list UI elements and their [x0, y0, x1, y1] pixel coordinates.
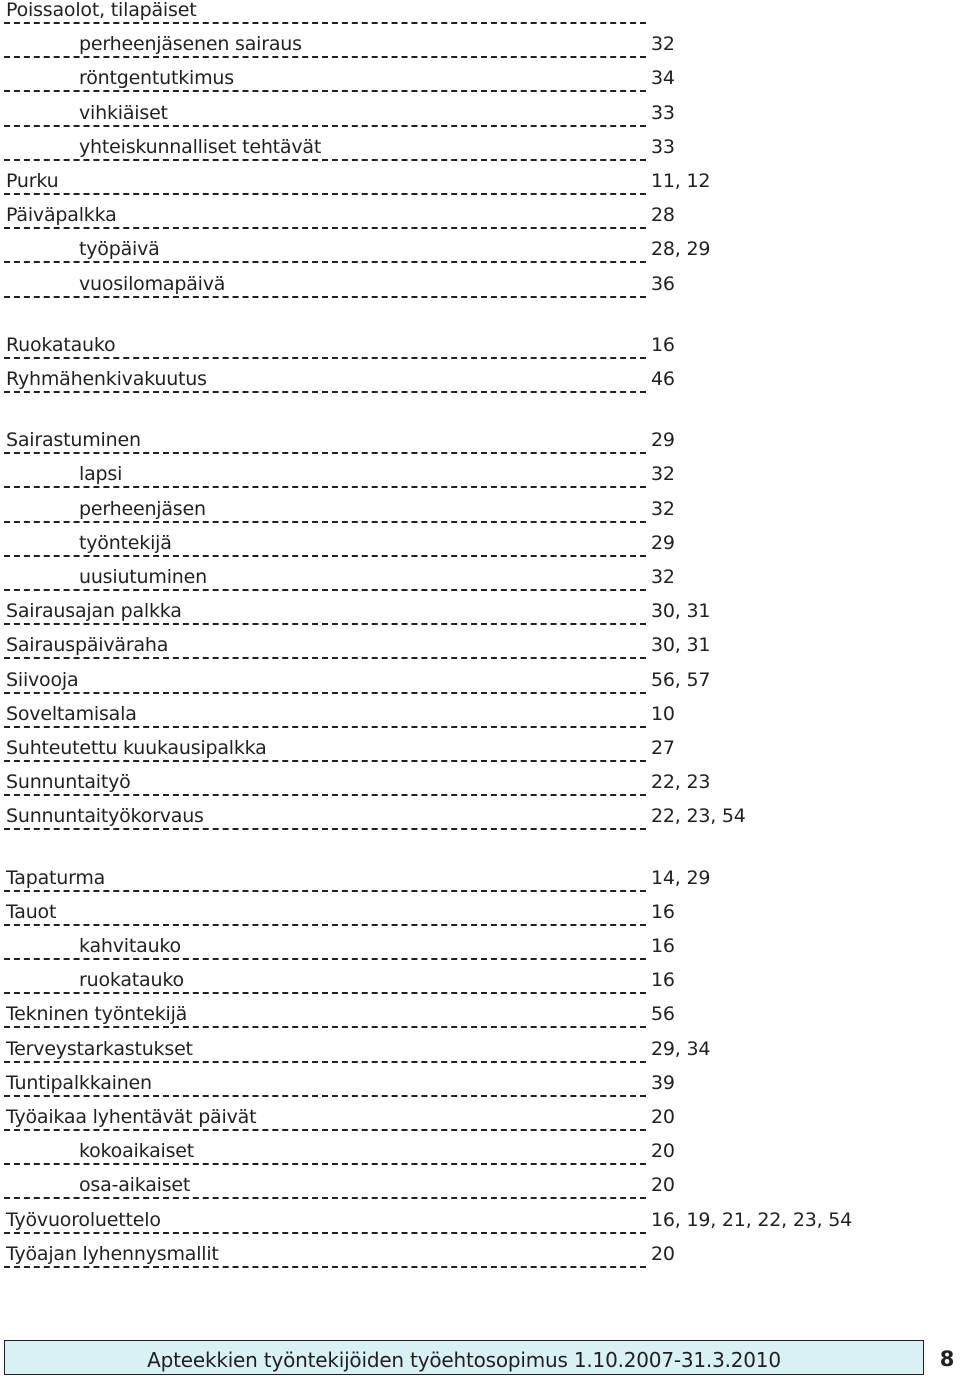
index-term: Soveltamisala [6, 702, 137, 725]
index-subterm: perheenjäsenen sairaus [79, 33, 302, 56]
index-subterm: kahvitauko [79, 935, 181, 957]
index-term: Purku [6, 170, 59, 192]
index-term: Ruokatauko [6, 333, 116, 356]
index-entry [0, 203, 960, 237]
index-subterm: yhteiskunnalliset tehtävät [79, 135, 322, 158]
index-entry [0, 1071, 960, 1105]
index-term: Tapaturma [6, 866, 106, 889]
index-subterm: uusiutuminen [79, 566, 207, 588]
index-page-numbers: 10 [651, 702, 675, 725]
dotted-leader [4, 794, 646, 796]
index-page-numbers: 32 [651, 33, 675, 56]
dotted-leader [4, 452, 646, 454]
index-page-numbers: 33 [651, 135, 675, 158]
index-term: Sunnuntaityökorvaus [6, 805, 204, 828]
dotted-leader [4, 1026, 646, 1028]
index-page-numbers: 30, 31 [651, 634, 711, 657]
index-term: Tekninen työntekijä [6, 1003, 188, 1026]
index-entry [0, 1208, 960, 1242]
index-entry [0, 1105, 960, 1139]
dotted-leader [4, 521, 646, 523]
index-entry [0, 804, 960, 838]
index-entry [0, 272, 960, 306]
index-page-numbers: 46 [651, 368, 675, 390]
index-term: Päiväpalkka [6, 204, 117, 227]
index-term: Sairauspäiväraha [6, 634, 169, 657]
dotted-leader [4, 992, 646, 994]
index-page-numbers: 11, 12 [651, 170, 711, 192]
dotted-leader [4, 760, 646, 762]
index-entry [0, 1173, 960, 1207]
index-page-numbers: 22, 23, 54 [651, 805, 746, 828]
dotted-leader [4, 227, 646, 229]
index-subterm: vihkiäiset [79, 101, 168, 124]
index-entry [0, 333, 960, 367]
index-subterm: työntekijä [79, 531, 172, 554]
index-entry [0, 497, 960, 531]
dotted-leader [4, 159, 646, 161]
index-entry [0, 934, 960, 968]
index-entry [0, 66, 960, 100]
index-page-numbers: 16 [651, 935, 675, 957]
index-subterm: osa-aikaiset [79, 1174, 191, 1197]
index-term: Tauot [6, 900, 57, 923]
index-entry [0, 736, 960, 770]
index-subterm: työpäivä [79, 238, 160, 261]
index-page-numbers: 34 [651, 67, 675, 90]
index-entry [0, 770, 960, 804]
index-term: Poissaolot, tilapäiset [6, 0, 197, 21]
dotted-leader [4, 1095, 646, 1097]
dotted-leader [4, 890, 646, 892]
dotted-leader [4, 1129, 646, 1131]
index-entry [0, 367, 960, 401]
index-page-numbers: 32 [651, 497, 675, 520]
index-page-numbers: 27 [651, 737, 675, 759]
index-page-numbers: 20 [651, 1242, 675, 1265]
index-subterm: röntgentutkimus [79, 67, 234, 90]
index-subterm: vuosilomapäivä [79, 272, 226, 295]
page-footer [0, 1336, 960, 1383]
index-page-numbers: 29, 34 [651, 1037, 711, 1060]
index-term: Sunnuntaityö [6, 771, 131, 794]
index-page-numbers: 56 [651, 1003, 675, 1026]
index-subterm: perheenjäsen [79, 497, 206, 520]
dotted-leader [4, 1163, 646, 1165]
dotted-leader [4, 692, 646, 694]
index-term: Suhteutettu kuukausipalkka [6, 737, 267, 759]
index-entry [0, 866, 960, 900]
page-number: 8 [939, 1347, 955, 1371]
index-term: Työvuoroluettelo [6, 1208, 161, 1231]
index-page-numbers: 30, 31 [651, 600, 711, 623]
dotted-leader [4, 296, 646, 298]
index-page-numbers: 39 [651, 1071, 675, 1094]
index-term: Tuntipalkkainen [6, 1071, 152, 1094]
dotted-leader [4, 958, 646, 960]
index-entry [0, 0, 960, 32]
dotted-leader [4, 90, 646, 92]
index-page-numbers: 16 [651, 900, 675, 923]
index-page-numbers: 28 [651, 204, 675, 227]
index-term: Sairastuminen [6, 429, 141, 452]
index-entry [0, 1139, 960, 1173]
index-entry [0, 599, 960, 633]
index-term: Siivooja [6, 668, 79, 691]
index-page-numbers: 56, 57 [651, 668, 711, 691]
dotted-leader [4, 1266, 646, 1268]
index-subterm: kokoaikaiset [79, 1140, 195, 1163]
dotted-leader [4, 193, 646, 195]
index-page-numbers: 16 [651, 969, 675, 992]
index-entry [0, 32, 960, 66]
index-page-numbers: 29 [651, 531, 675, 554]
dotted-leader [4, 924, 646, 926]
index-page-numbers: 32 [651, 566, 675, 588]
index-page-numbers: 20 [651, 1140, 675, 1163]
footer-title: Apteekkien työntekijöiden työehtosopimus 1.10.2007-31.3.2010 [147, 1348, 781, 1372]
index-entry [0, 135, 960, 169]
dotted-leader [4, 486, 646, 488]
dotted-leader [4, 589, 646, 591]
dotted-leader [4, 657, 646, 659]
index-entry [0, 462, 960, 496]
index-entry [0, 169, 960, 203]
index-entry [0, 531, 960, 565]
index-entry [0, 237, 960, 271]
index-page-numbers: 20 [651, 1106, 675, 1128]
index-subterm: ruokatauko [79, 969, 184, 992]
index-term: Terveystarkastukset [6, 1037, 193, 1060]
index-page-numbers: 36 [651, 272, 675, 295]
footer-banner [4, 1340, 924, 1375]
dotted-leader [4, 125, 646, 127]
dotted-leader [4, 22, 646, 24]
index-page-numbers: 32 [651, 463, 675, 486]
dotted-leader [4, 623, 646, 625]
index-entry [0, 702, 960, 736]
index-term: Ryhmähenkivakuutus [6, 368, 207, 390]
index-page-numbers: 16, 19, 21, 22, 23, 54 [651, 1208, 853, 1231]
dotted-leader [4, 1197, 646, 1199]
index-term: Sairausajan palkka [6, 600, 182, 623]
index-page-numbers: 20 [651, 1174, 675, 1197]
index-page-numbers: 22, 23 [651, 771, 711, 794]
index-entry [0, 968, 960, 1002]
index-page-numbers: 14, 29 [651, 866, 711, 889]
index-entry [0, 900, 960, 934]
dotted-leader [4, 261, 646, 263]
index-entry [0, 633, 960, 667]
dotted-leader [4, 391, 646, 393]
index-term: Työajan lyhennysmallit [6, 1242, 219, 1265]
dotted-leader [4, 1061, 646, 1063]
dotted-leader [4, 828, 646, 830]
index-entry [0, 101, 960, 135]
index-entry [0, 565, 960, 599]
dotted-leader [4, 1232, 646, 1234]
dotted-leader [4, 726, 646, 728]
index-entry [0, 428, 960, 462]
dotted-leader [4, 357, 646, 359]
index-term: Työaikaa lyhentävät päivät [6, 1106, 257, 1128]
index-entry [0, 1002, 960, 1036]
index-page-numbers: 33 [651, 101, 675, 124]
dotted-leader [4, 56, 646, 58]
index-entry [0, 1242, 960, 1276]
dotted-leader [4, 555, 646, 557]
index-subterm: lapsi [79, 463, 123, 486]
index-entry [0, 1037, 960, 1071]
index-page-numbers: 28, 29 [651, 238, 711, 261]
index-entry [0, 668, 960, 702]
index-page-numbers: 16 [651, 333, 675, 356]
index-page-numbers: 29 [651, 429, 675, 452]
